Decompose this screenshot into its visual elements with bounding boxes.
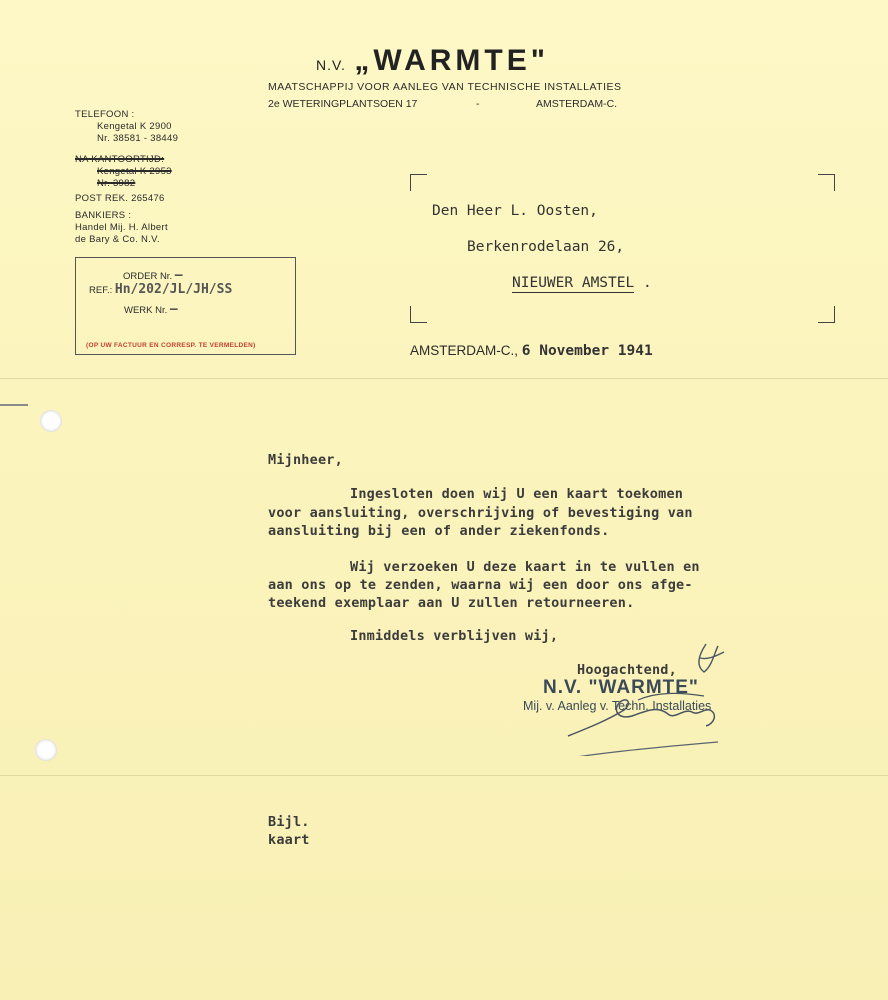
window-corner-top-left [410,174,427,191]
dateline [410,343,653,359]
reference-box [75,257,296,355]
order-row [123,268,183,283]
post-rekening: POST REK. 265476 [75,193,165,204]
recipient-street: Berkenrodelaan 26, [467,239,625,255]
werk-row [124,302,178,317]
paragraph-1-line-3: aansluiting bij een of ander ziekenfonds. [268,523,610,539]
paragraph-2-line-2: aan ons op te zenden, waarna wij een door ons afge- [268,577,693,593]
na-nummer: Nr. 3982 [97,178,136,189]
telefoon-label: TELEFOON : [75,109,135,120]
letter-date: 6 November 1941 [521,343,653,359]
window-corner-top-right [818,174,835,191]
ref-value: Hn/202/JL/JH/SS [114,282,233,297]
company-subtitle: MAATSCHAPPIJ VOOR AANLEG VAN TECHNISCHE INSTALLATIES [268,81,622,93]
fold-line-lower [0,775,888,776]
fold-line-upper [0,378,888,379]
kengetal: Kengetal K 2900 [97,121,172,132]
stamp-company: N.V. "WARMTE" [543,677,699,698]
recipient-name: Den Heer L. Oosten, [432,203,598,219]
window-corner-bottom-right [818,306,835,323]
closing: Hoogachtend, [577,662,677,678]
enclosure-item: kaart [268,832,310,848]
salutation: Mijnheer, [268,452,343,468]
company-street: 2e WETERINGPLANTSOEN 17 [268,98,418,110]
address-separator: - [476,98,480,110]
recipient-city: NIEUWER AMSTEL [512,275,635,291]
bank-line-2: de Bary & Co. N.V. [75,234,160,245]
company-prefix: N.V. [316,57,346,73]
paragraph-2-line-1: Wij verzoeken U deze kaart in te vullen en [350,559,700,575]
margin-tick [0,404,28,406]
order-label: ORDER Nr. [123,271,173,282]
recipient-city-line [512,275,652,291]
enclosure-label: Bijl. [268,814,310,830]
werk-label: WERK Nr. [124,305,168,316]
reference-note: (OP UW FACTUUR EN CORRESP. TE VERMELDEN) [86,342,256,349]
date-place: AMSTERDAM-C., [410,343,518,358]
paragraph-3: Inmiddels verblijven wij, [350,628,559,644]
bank-line-1: Handel Mij. H. Albert [75,222,168,233]
paragraph-2-line-3: teekend exemplaar aan U zullen retourneeren. [268,595,635,611]
window-corner-bottom-left [410,306,427,323]
werk-value: — [169,302,178,317]
letterhead-title [316,44,549,78]
bankiers-label: BANKIERS : [75,210,132,221]
telefoon-nummers: Nr. 38581 - 38449 [97,133,179,144]
na-kantoortijd-label: NA KANTOORTIJD: [75,154,165,165]
punch-hole-bottom [35,739,57,761]
ref-label: REF.: [89,285,113,296]
paragraph-1-line-2: voor aansluiting, overschrijving of bevestiging van [268,505,693,521]
handwritten-signature [528,636,758,756]
company-name: „WARMTE" [354,44,549,77]
na-kengetal: Kengetal K 2953 [97,166,172,177]
company-city: AMSTERDAM-C. [536,98,618,110]
paragraph-1-line-1: Ingesloten doen wij U een kaart toekomen [350,486,684,502]
order-value: — [174,268,183,283]
punch-hole-top [40,410,62,432]
stamp-subline: Mij. v. Aanleg v. Techn. Installaties [523,699,712,713]
ref-row [89,282,232,297]
recipient-city-period: . [642,275,652,291]
